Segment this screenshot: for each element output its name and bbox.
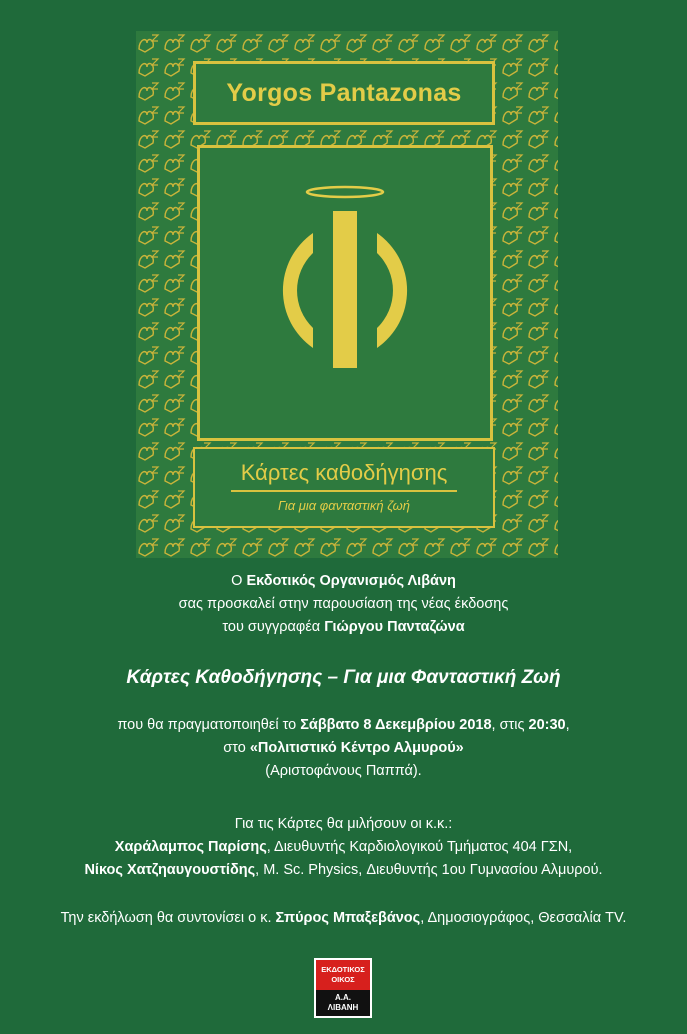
cover-title-box [193, 447, 495, 528]
event-time: 20:30 [528, 717, 566, 733]
event-date-line: που θα πραγματοποιηθεί το Σάββατο 8 Δεκεμβρίου 2018, στις 20:30, [117, 717, 570, 733]
publisher-logo [314, 958, 372, 1018]
invitation-block [0, 570, 687, 639]
title-divider [231, 490, 457, 492]
invitation-line-1: Ο Εκδοτικός Οργανισμός Λιβάνη [231, 573, 456, 589]
cover-subtitle: Για μια φανταστική ζωή [278, 497, 410, 513]
halo-symbol-icon [200, 148, 490, 438]
event-date: Σάββατο 8 Δεκεμβρίου 2018 [300, 717, 492, 733]
logo-top-block: ΕΚΔΟΤΙΚΟΣ ΟΙΚΟΣ [316, 960, 370, 990]
invitation-line-2: σας προσκαλεί στην παρουσίαση της νέας έκδοσης [178, 596, 509, 612]
speaker-1-role: , Διευθυντής Καρδιολογικού Τμήματος 404 ΓΣΝ, [266, 839, 573, 855]
author-greek-name: Γιώργου Πανταζώνα [324, 619, 465, 635]
invitation-line-3: του συγγραφέα Γιώργου Πανταζώνα [222, 619, 465, 635]
speaker-1-name: Χαράλαμπος Παρίσης [114, 839, 267, 855]
speaker-2 [0, 859, 687, 882]
event-venue-line: στο «Πολιτιστικό Κέντρο Αλμυρού» [223, 740, 464, 756]
speakers-intro: Για τις Κάρτες θα μιλήσουν οι κ.κ.: [234, 816, 453, 832]
speaker-1 [0, 836, 687, 859]
speaker-2-name: Νίκος Χατζηαυγουστίδης [84, 862, 256, 878]
book-cover [136, 31, 558, 558]
coordinator-line: Την εκδήλωση θα συντονίσει ο κ. Σπύρος Μπαξεβάνος, Δημοσιογράφος, Θεσσαλία TV. [60, 910, 627, 926]
cover-title: Κάρτες καθοδήγησης [240, 460, 448, 485]
event-book-title: Κάρτες Καθοδήγησης – Για μια Φανταστική Ζωή [126, 667, 561, 688]
author-name: Yorgos Pantazonas [226, 78, 462, 107]
author-box [193, 61, 495, 125]
speakers-block [0, 813, 687, 882]
symbol-box [197, 145, 493, 441]
event-address: (Αριστοφάνους Παππά). [265, 763, 422, 779]
logo-bottom-block: Α.Α. ΛΙΒΑΝΗ [316, 990, 370, 1016]
publisher-name: Εκδοτικός Οργανισμός Λιβάνη [246, 573, 456, 589]
event-venue: «Πολιτιστικό Κέντρο Αλμυρού» [249, 740, 464, 756]
speaker-2-role: , M. Sc. Physics, Διευθυντής 1ου Γυμνασίου Αλμυρού. [255, 862, 603, 878]
coordinator-name: Σπύρος Μπαξεβάνος [275, 910, 421, 926]
event-details [0, 714, 687, 783]
